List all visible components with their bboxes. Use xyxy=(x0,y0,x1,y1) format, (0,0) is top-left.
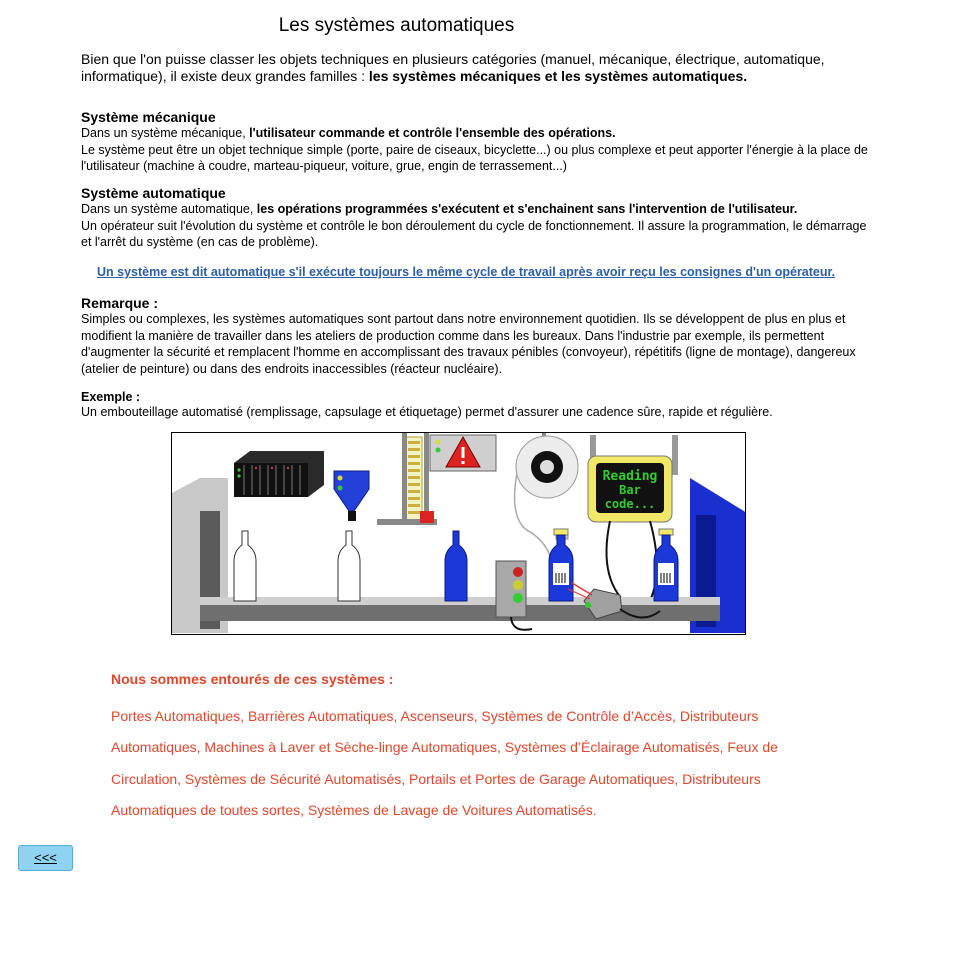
systems-line-3: Circulation, Systèmes de Sécurité Automatisés, Portails et Portes de Garage Automatiques, Distributeurs xyxy=(111,770,761,787)
example-title: Exemple : xyxy=(81,390,141,404)
automatic-title: Système automatique xyxy=(81,185,226,201)
empty-bottle-1 xyxy=(234,531,256,601)
example-body: Un embouteillage automatisé (remplissage, capsulage et étiquetage) permet d'assurer une cadence sûre, rapide et régulière. xyxy=(81,405,773,419)
remark-body: Simples ou complexes, les systèmes automatiques sont partout dans notre environnement quotidien. Ils se développent de plus en plus et modifient la manière de travailler dans les ateliers de production comme dans les bureaux. Dans l'industrie par exemple, ils permettent d'augmenter la sécurité et remplacent l'homme en accomplissant des travaux pénibles (convoyeur), répétitifs (ligne de montage), dangereux (atelier de peinture) ou dans des endroits inaccessibles (réacteur nucléaire). xyxy=(81,312,856,376)
mechanical-body xyxy=(81,125,876,175)
automatic-line1-prefix: Dans un système automatique, xyxy=(81,202,257,216)
mechanical-line1-prefix: Dans un système mécanique, xyxy=(81,126,250,140)
systems-line-1: Portes Automatiques, Barrières Automatiques, Ascenseurs, Systèmes de Contrôle d’Accès, Distributeurs xyxy=(111,708,759,724)
bottling-line-drawing xyxy=(172,433,746,635)
empty-bottle-2 xyxy=(338,531,360,601)
definition-link[interactable]: Un système est dit automatique s'il exécute toujours le même cycle de travail après avoir reçu les consignes d'un opérateur. xyxy=(97,265,836,279)
intro-bold: les systèmes mécaniques et les systèmes automatiques. xyxy=(368,68,748,84)
mechanical-title: Système mécanique xyxy=(81,109,216,125)
screen-line2: Bar xyxy=(619,483,641,497)
intro-paragraph xyxy=(81,51,871,85)
systems-line-2: Automatiques, Machines à Laver et Sèche-linge Automatiques, Systèmes d’Éclairage Automatisés, Feux de xyxy=(111,739,778,756)
capping-unit xyxy=(377,433,437,525)
plc-rack xyxy=(234,451,324,497)
automatic-line2: Un opérateur suit l'évolution du système et contrôle le bon déroulement du cycle de fonctionnement. Il assure la programmation, le démarrage et l'arrêt du système (en cas de problème). xyxy=(81,218,867,249)
filling-nozzle xyxy=(334,471,369,521)
automatic-body xyxy=(81,201,876,251)
back-button[interactable]: <<< xyxy=(18,845,73,871)
mechanical-line1-bold: l'utilisateur commande et contrôle l'ensemble des opérations. xyxy=(249,126,616,140)
labeled-bottle-2 xyxy=(654,529,678,601)
labeled-bottle-1 xyxy=(549,529,573,601)
filled-bottle xyxy=(445,531,467,601)
systems-title: Nous sommes entourés de ces systèmes : xyxy=(111,671,394,687)
mechanical-line2: Le système peut être un objet technique simple (porte, paire de ciseaux, bicyclette...) ou plus complexe et peut apporter l'énergie à la place de l'utilisateur (machine à coudre, marteau-piqueur, voiture, grue, engin de terrassement...) xyxy=(81,142,868,173)
systems-line-4: Automatiques de toutes sortes, Systèmes de Lavage de Voitures Automatisés. xyxy=(111,801,597,818)
screen-line3: code... xyxy=(604,497,656,511)
screen-line1: Reading xyxy=(602,469,658,484)
warning-box xyxy=(430,435,496,471)
automatic-line1-bold: les opérations programmées s'exécutent et s'enchainent sans l'intervention de l'utilisateur. xyxy=(256,202,798,216)
bottling-illustration xyxy=(171,432,746,635)
systems-list xyxy=(111,670,831,826)
intro-text: Bien que l'on puisse classer les objets techniques en plusieurs catégories (manuel, mécanique, électrique, automatique, informatique), il existe deux grandes familles : xyxy=(81,51,825,84)
remark-title: Remarque : xyxy=(81,295,159,311)
page-title: Les systèmes automatiques xyxy=(278,15,515,36)
